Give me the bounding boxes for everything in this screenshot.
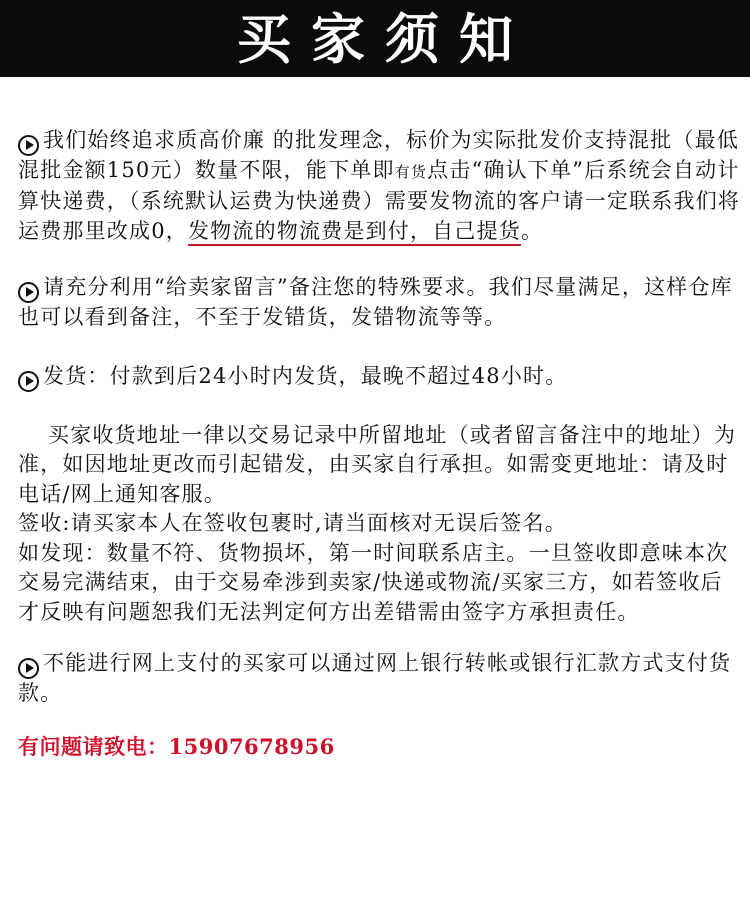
notice-content xyxy=(18,126,742,761)
payment-text: 不能进行网上支付的买家可以通过网上银行转帐或银行汇款方式支付货款。 xyxy=(18,651,732,705)
contact-label: 有问题请致电： xyxy=(18,734,169,759)
issue-text: 如发现：数量不符、货物损坏，第一时间联系店主。一旦签收即意味本次交易完满结束，由于交易牵涉到卖家/快递或物流/买家三方，如若签收后才反映有问题恕我们无法判定何方出差错需由签字方承担责任。 xyxy=(18,540,729,624)
shipping-text: 点击“确认下单”后系统会自动计算快递费，（系统默认运费为快递费）需要发物流的客户请一定联系我们将运费那里改成0， xyxy=(18,157,741,243)
notice-section-address xyxy=(18,421,742,628)
address-text: 买家收货地址一律以交易记录中所留地址（或者留言备注中的地址）为准，如因地址更改而引起错发，由买家自行承担。如需变更地址：请及时电话/网上通知客服。 xyxy=(18,422,737,506)
circled-arrow-icon xyxy=(18,371,39,392)
circled-arrow-icon xyxy=(18,282,39,303)
freight-collect-note: 发物流的物流费是到付，自己提货 xyxy=(187,218,521,243)
contact-line xyxy=(18,732,742,761)
contact-phone[interactable]: 15907678956 xyxy=(168,734,335,759)
notice-section-pricing xyxy=(18,126,742,246)
circled-arrow-icon xyxy=(18,135,39,156)
pricing-text: 我们始终追求质高价廉 的批发理念，标价为实际批发价支持混批（最低混批金额150元）数量不限，能下单即 xyxy=(18,128,740,182)
page-title: 买家须知 xyxy=(237,6,533,71)
header-banner xyxy=(0,0,750,77)
notice-section-payment xyxy=(18,649,742,708)
delivery-text: 发货：付款到后24小时内发货，最晚不超过48小时。 xyxy=(43,364,568,388)
in-stock-note: 有货 xyxy=(394,162,428,181)
remarks-text: 请充分利用“给卖家留言”备注您的特殊要求。我们尽量满足，这样仓库也可以看到备注，不至于发错货，发错物流等等。 xyxy=(18,275,733,329)
pricing-end: 。 xyxy=(520,218,544,243)
circled-arrow-icon xyxy=(18,658,39,679)
notice-section-remarks xyxy=(18,273,742,332)
signing-text: 签收:请买家本人在签收包裹时,请当面核对无误后签名。 xyxy=(18,511,567,535)
notice-section-delivery xyxy=(18,362,742,392)
